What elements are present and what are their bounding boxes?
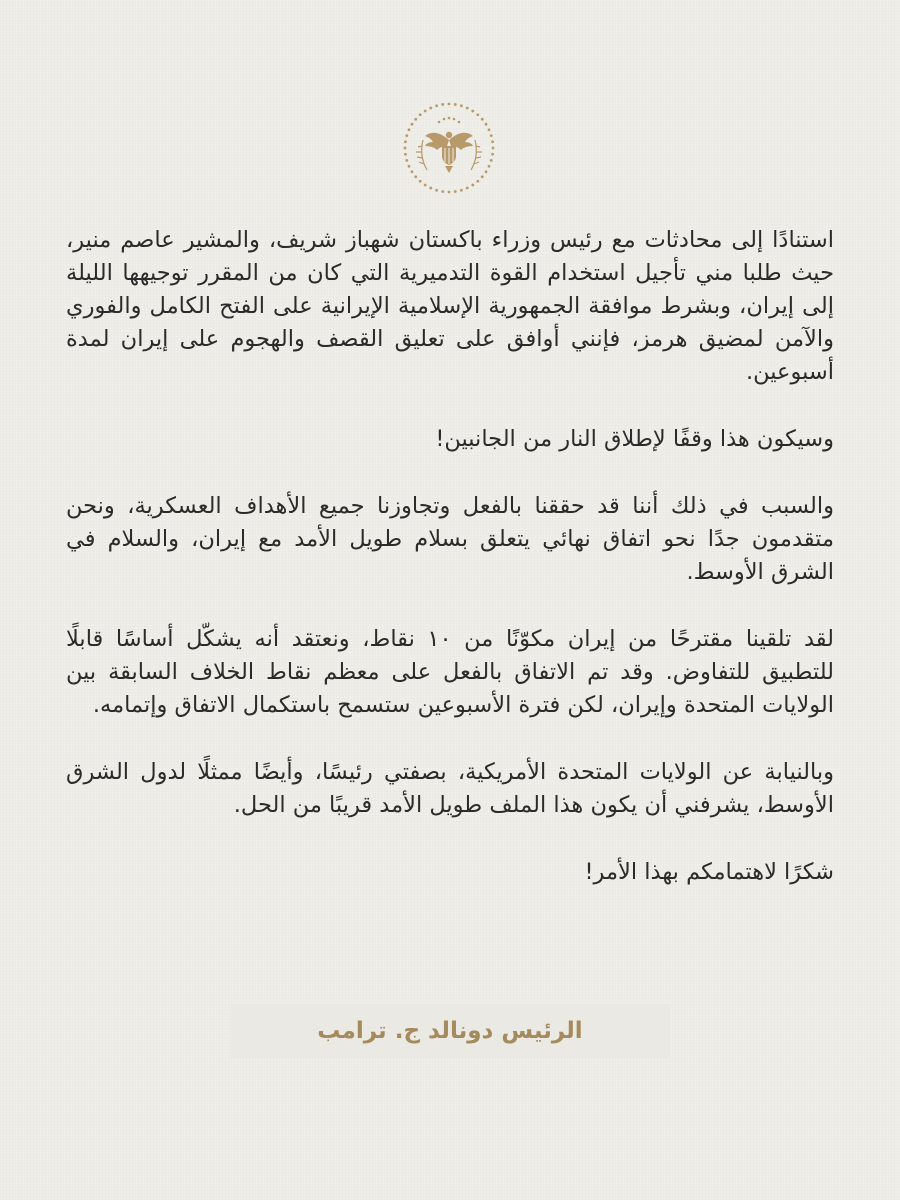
seal-ring-dot [460, 104, 463, 107]
seal-ring-dot [448, 191, 451, 194]
paragraph-ceasefire-terms: استنادًا إلى محادثات مع رئيس وزراء باكستان شهباز شريف، والمشير عاصم منير، حيث طلبا مني تأجيل استخدام القوة التدميرية التي كان من المقرر توجيهها الليلة إلى إيران، وبشرط موافقة الجمهورية الإسلامية الإيرانية على الفتح الكامل والفوري والآمن لمضيق هرمز، فإنني أوافق على تعليق القصف والهجوم على إيران لمدة أسبوعين. [66, 227, 834, 385]
seal-ring-dot [404, 147, 407, 150]
paragraph-thanks: شكرًا لاهتمامكم بهذا الأمر! [584, 859, 834, 885]
seal-ring-dot [424, 184, 427, 187]
seal-ring-dot [485, 170, 488, 173]
seal-ring-dot [466, 107, 469, 110]
seal-ring-dot [435, 104, 438, 107]
seal-ring-dot [454, 190, 457, 193]
seal-ring-dot [471, 110, 474, 113]
letter-body [66, 224, 834, 923]
seal-ring-dot [488, 128, 491, 131]
seal-ring-dot [476, 113, 479, 116]
seal-ring-dot [454, 103, 457, 106]
seal-ring-dot [481, 118, 484, 121]
seal-ring-dot [485, 123, 488, 126]
seal-ring-dot [419, 113, 422, 116]
seal-ring-dot [481, 175, 484, 178]
seal-ring-dot [424, 110, 427, 113]
seal-ring-dot [491, 140, 494, 143]
seal-ring-dot [471, 184, 474, 187]
seal-ring-dot [414, 118, 417, 121]
seal-ring-dot [488, 165, 491, 168]
seal-ring-dot [408, 165, 411, 168]
seal-ring-dot [491, 153, 494, 156]
seal-ring-dot [404, 153, 407, 156]
seal-ring-dot [476, 180, 479, 183]
seal-ring-dot [419, 180, 422, 183]
paragraph-ceasefire-both-sides: وسيكون هذا وقفًا لإطلاق النار من الجانبين! [435, 426, 834, 452]
paragraph-on-behalf: وبالنيابة عن الولايات المتحدة الأمريكية، بصفتي رئيسًا، وأيضًا ممثلًا لدول الشرق الأوسط، يشرفني أن يكون هذا الملف طويل الأمد قريبًا من الحل. [66, 759, 834, 818]
seal-ring-dot [448, 103, 451, 106]
seal-ring-dot [404, 140, 407, 143]
seal-ring-dot [460, 189, 463, 192]
seal-ring-dot [435, 189, 438, 192]
seal-ring-dot [429, 107, 432, 110]
seal-ring-dot [441, 103, 444, 106]
seal-ring-dot [429, 187, 432, 190]
seal-ring-dot [490, 134, 493, 137]
paragraph-proposal: لقد تلقينا مقترحًا من إيران مكوّنًا من ١٠ نقاط، ونعتقد أنه يشكّل أساسًا قابلًا للتطبيق للتفاوض. وقد تم الاتفاق بالفعل على معظم نقاط الخلاف السابقة بين الولايات المتحدة وإيران، لكن فترة الأسبوعين ستسمح باستكمال الاتفاق وإتمامه. [66, 626, 834, 718]
seal-ring-dot [414, 175, 417, 178]
seal-ring-dot [405, 159, 408, 162]
seal-ring-dot [411, 123, 414, 126]
seal-ring-dot [466, 187, 469, 190]
seal-ring-dot [408, 128, 411, 131]
seal-ring-dot [441, 190, 444, 193]
seal-ring-dot [490, 159, 493, 162]
signature-line: الرئيس دونالد ج. ترامب [230, 1004, 670, 1058]
seal-ring-dot [411, 170, 414, 173]
seal-ring-dot [492, 147, 495, 150]
seal-ring-dot [405, 134, 408, 137]
paragraph-reason: والسبب في ذلك أننا قد حققنا بالفعل وتجاوزنا جميع الأهداف العسكرية، ونحن متقدمون جدًا نحو اتفاق نهائي يتعلق بسلام طويل الأمد مع إيران، والسلام في الشرق الأوسط. [66, 493, 834, 585]
presidential-seal-icon [401, 100, 497, 196]
